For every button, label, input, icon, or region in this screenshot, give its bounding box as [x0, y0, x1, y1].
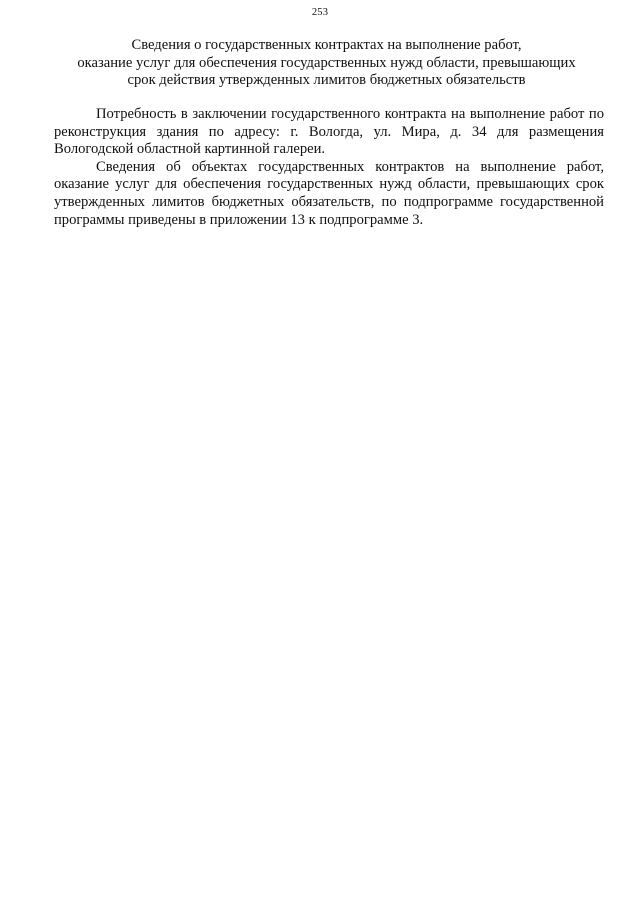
page-number: 253 [311, 7, 329, 18]
heading-line-2: оказание услуг для обеспечения государственных нужд области, превышающих [77, 54, 576, 71]
heading-line-1: Сведения о государственных контрактах на выполнение работ, [131, 37, 522, 53]
body-text [54, 106, 604, 229]
section-heading [50, 37, 603, 90]
paragraph-contract-need: Потребность в заключении государственного контракта на выполнение работ по реконструкция здания по адресу: г. Вологда, ул. Мира, д. 34 для размещения Вологодской областной картинной галереи. [54, 106, 604, 158]
heading-line-3: срок действия утвержденных лимитов бюджетных обязательств [127, 72, 526, 88]
paragraph-contract-objects: Сведения об объектах государственных контрактов на выполнение работ, оказание услуг для обеспечения государственных нужд области, превышающих срок утвержденных лимитов бюджетных обязательств, по подпрограмме государственной программы приведены в приложении 13 к подпрограмме 3. [54, 158, 604, 228]
